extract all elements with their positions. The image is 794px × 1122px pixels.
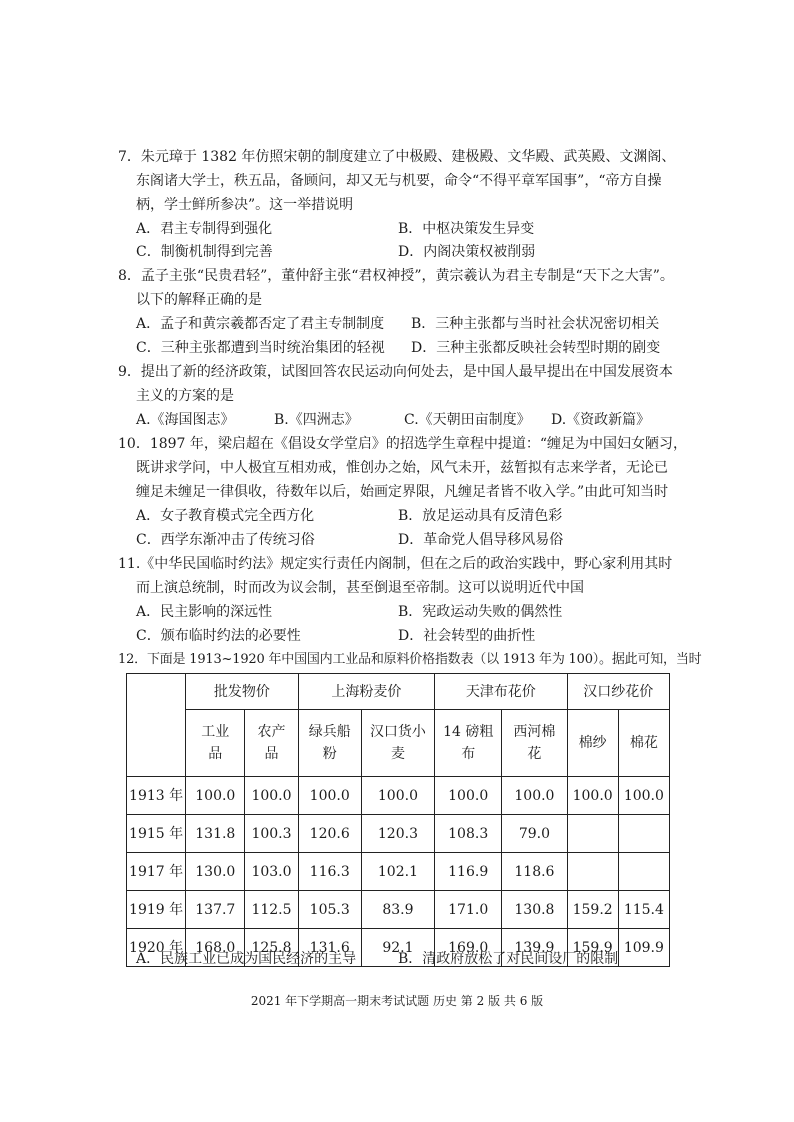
table-cell: 116.3	[298, 853, 361, 891]
q12-stem-line-1: 12．下面是 1913~1920 年中国国内工业品和原料价格指数表（以 1913 年为 100）。据此可知，当时	[118, 652, 702, 667]
subheader-text: 麦	[390, 746, 405, 762]
subheader-text: 14 磅粗	[443, 724, 494, 740]
row-year: 1913 年	[127, 777, 186, 815]
subheader-wheat	[361, 710, 434, 777]
subheader-text: 工业	[201, 724, 230, 740]
table-cell: 125.8	[245, 929, 298, 967]
q10-stem-line-3: 缠足未缠足一律俱收，待数年以后，始画定界限，凡缠足者皆不收入学。”由此可知当时	[136, 484, 669, 500]
q10-option-c: C．西学东渐冲击了传统习俗	[136, 532, 315, 548]
table-cell: 137.7	[186, 891, 245, 929]
q12-option-a: A．民族工业已成为国民经济的主导	[136, 951, 357, 967]
group-header-shanghai: 上海粉麦价	[298, 674, 434, 710]
q9-option-b: B.《四洲志》	[274, 412, 359, 428]
table-cell: 159.9	[567, 929, 618, 967]
table-cell: 105.3	[298, 891, 361, 929]
q7-option-d: D．内阁决策权被削弱	[398, 244, 536, 260]
table-cell: 100.0	[435, 777, 502, 815]
q9-option-c: C.《天朝田亩制度》	[404, 412, 531, 428]
q8-option-c: C．三种主张都遭到当时统治集团的轻视	[136, 340, 385, 356]
q11-option-b: B．宪政运动失败的偶然性	[398, 604, 563, 620]
q8-option-a: A．孟子和黄宗羲都否定了君主专制制度	[136, 316, 385, 332]
table-cell: 130.8	[502, 891, 567, 929]
subheader-flour	[298, 710, 361, 777]
q10-option-b: B．放足运动具有反清色彩	[398, 508, 563, 524]
table-cell: 100.3	[245, 815, 298, 853]
group-header-hankou: 汉口纱花价	[567, 674, 669, 710]
table-cell	[567, 815, 618, 853]
q8-option-d: D．三种主张都反映社会转型时期的剧变	[411, 340, 661, 356]
table-cell: 130.0	[186, 853, 245, 891]
table-cell: 92.1	[361, 929, 434, 967]
subheader-text: 品	[264, 746, 279, 762]
table-cell: 118.6	[502, 853, 567, 891]
group-header-tianjin: 天津布花价	[435, 674, 567, 710]
table-cell: 100.0	[361, 777, 434, 815]
q8-option-b: B．三种主张都与当时社会状况密切相关	[411, 316, 660, 332]
table-cell: 100.0	[618, 777, 669, 815]
year-header-cell	[127, 674, 186, 777]
q7-option-b: B．中枢决策发生异变	[398, 221, 535, 237]
table-cell: 102.1	[361, 853, 434, 891]
subheader-text: 绿兵船	[308, 724, 351, 740]
q12-option-b: B．清政府放松了对民间设厂的限制	[398, 951, 619, 967]
q7-stem-line-2: 东阁诸大学士，秩五品，备顾问，却又无与机要，命令“不得平章军国事”，“帝方自操	[136, 173, 662, 189]
q11-option-c: C．颁布临时约法的必要性	[136, 628, 301, 644]
table-cell: 100.0	[186, 777, 245, 815]
table-cell: 116.9	[435, 853, 502, 891]
q10-option-d: D．革命党人倡导移风易俗	[398, 532, 564, 548]
subheader-agricultural-goods	[245, 710, 298, 777]
subheader-text: 布	[461, 746, 476, 762]
subheader-text: 品	[208, 746, 223, 762]
table-header-row-items	[127, 710, 670, 777]
table-cell: 115.4	[618, 891, 669, 929]
subheader-coarse-cloth	[435, 710, 502, 777]
table-cell: 103.0	[245, 853, 298, 891]
q11-option-a: A．民主影响的深远性	[136, 604, 273, 620]
q7-stem-line-1: 7．朱元璋于 1382 年仿照宋朝的制度建立了中极殿、建极殿、文华殿、武英殿、文渊阁、	[118, 149, 676, 165]
table-cell: 159.2	[567, 891, 618, 929]
q9-option-a: A.《海国图志》	[136, 412, 235, 428]
q9-stem-line-2: 主义的方案的是	[136, 388, 234, 404]
row-year: 1919 年	[127, 891, 186, 929]
table-cell: 131.6	[298, 929, 361, 967]
row-year: 1917 年	[127, 853, 186, 891]
group-header-wholesale: 批发物价	[186, 674, 298, 710]
page-footer: 2021 年下学期高一期末考试试题 历史 第 2 版 共 6 版	[250, 994, 544, 1008]
table-cell: 100.0	[245, 777, 298, 815]
price-index-table	[126, 673, 670, 967]
subheader-text: 西河棉	[513, 724, 556, 740]
table-cell	[618, 853, 669, 891]
q8-stem-line-1: 8．孟子主张“民贵君轻”，董仲舒主张“君权神授”，黄宗羲认为君主专制是“天下之大害”。	[118, 268, 674, 284]
q7-option-a: A．君主专制得到强化	[136, 221, 273, 237]
subheader-text: 农产	[257, 724, 286, 740]
q7-option-c: C．制衡机制得到完善	[136, 244, 273, 260]
q9-option-d: D.《资政新篇》	[551, 412, 651, 428]
q10-stem-line-1: 10．1897 年，梁启超在《倡设女学堂启》的招选学生章程中提道：“缠足为中国妇女陋习，	[118, 436, 688, 452]
table-cell: 100.0	[298, 777, 361, 815]
q10-stem-line-2: 既讲求学问，中人极宜互相劝戒，惟创办之始，风气未开，兹暂拟有志来学者，无论已	[136, 460, 668, 476]
subheader-raw-cotton: 棉花	[618, 710, 669, 777]
q9-stem-line-1: 9．提出了新的经济政策，试图回答农民运动向何处去，是中国人最早提出在中国发展资本	[118, 364, 673, 380]
table-cell: 131.8	[186, 815, 245, 853]
q7-stem-line-3: 柄，学士鲜所参决”。这一举措说明	[136, 197, 354, 213]
q8-stem-line-2: 以下的解释正确的是	[136, 292, 262, 308]
q10-option-a: A．女子教育模式完全西方化	[136, 508, 315, 524]
table-cell: 108.3	[435, 815, 502, 853]
row-year: 1915 年	[127, 815, 186, 853]
q11-stem-line-2: 而上演总统制，时而改为议会制，甚至倒退至帝制。这可以说明近代中国	[136, 580, 584, 596]
table-cell: 83.9	[361, 891, 434, 929]
table-cell: 169.0	[435, 929, 502, 967]
table-cell: 168.0	[186, 929, 245, 967]
table-cell: 100.0	[567, 777, 618, 815]
table-row	[127, 815, 670, 853]
row-year: 1920 年	[127, 929, 186, 967]
table-row	[127, 891, 670, 929]
table-cell: 120.3	[361, 815, 434, 853]
table-cell	[567, 853, 618, 891]
table-cell: 100.0	[502, 777, 567, 815]
subheader-text: 花	[527, 746, 542, 762]
subheader-xihe-cotton	[502, 710, 567, 777]
table-row	[127, 853, 670, 891]
table-cell: 79.0	[502, 815, 567, 853]
q11-option-d: D．社会转型的曲折性	[398, 628, 536, 644]
table-cell: 120.6	[298, 815, 361, 853]
table-cell	[618, 815, 669, 853]
table-cell: 112.5	[245, 891, 298, 929]
table-row	[127, 777, 670, 815]
table-header-row-groups	[127, 674, 670, 710]
subheader-industrial-goods	[186, 710, 245, 777]
table-cell: 109.9	[618, 929, 669, 967]
table-cell: 171.0	[435, 891, 502, 929]
q11-stem-line-1: 11.《中华民国临时约法》规定实行责任内阁制，但在之后的政治实践中，野心家利用其时	[118, 556, 673, 572]
subheader-text: 粉	[322, 746, 337, 762]
table-cell: 139.9	[502, 929, 567, 967]
subheader-text: 汉口货小	[369, 724, 426, 740]
subheader-cotton-yarn: 棉纱	[567, 710, 618, 777]
